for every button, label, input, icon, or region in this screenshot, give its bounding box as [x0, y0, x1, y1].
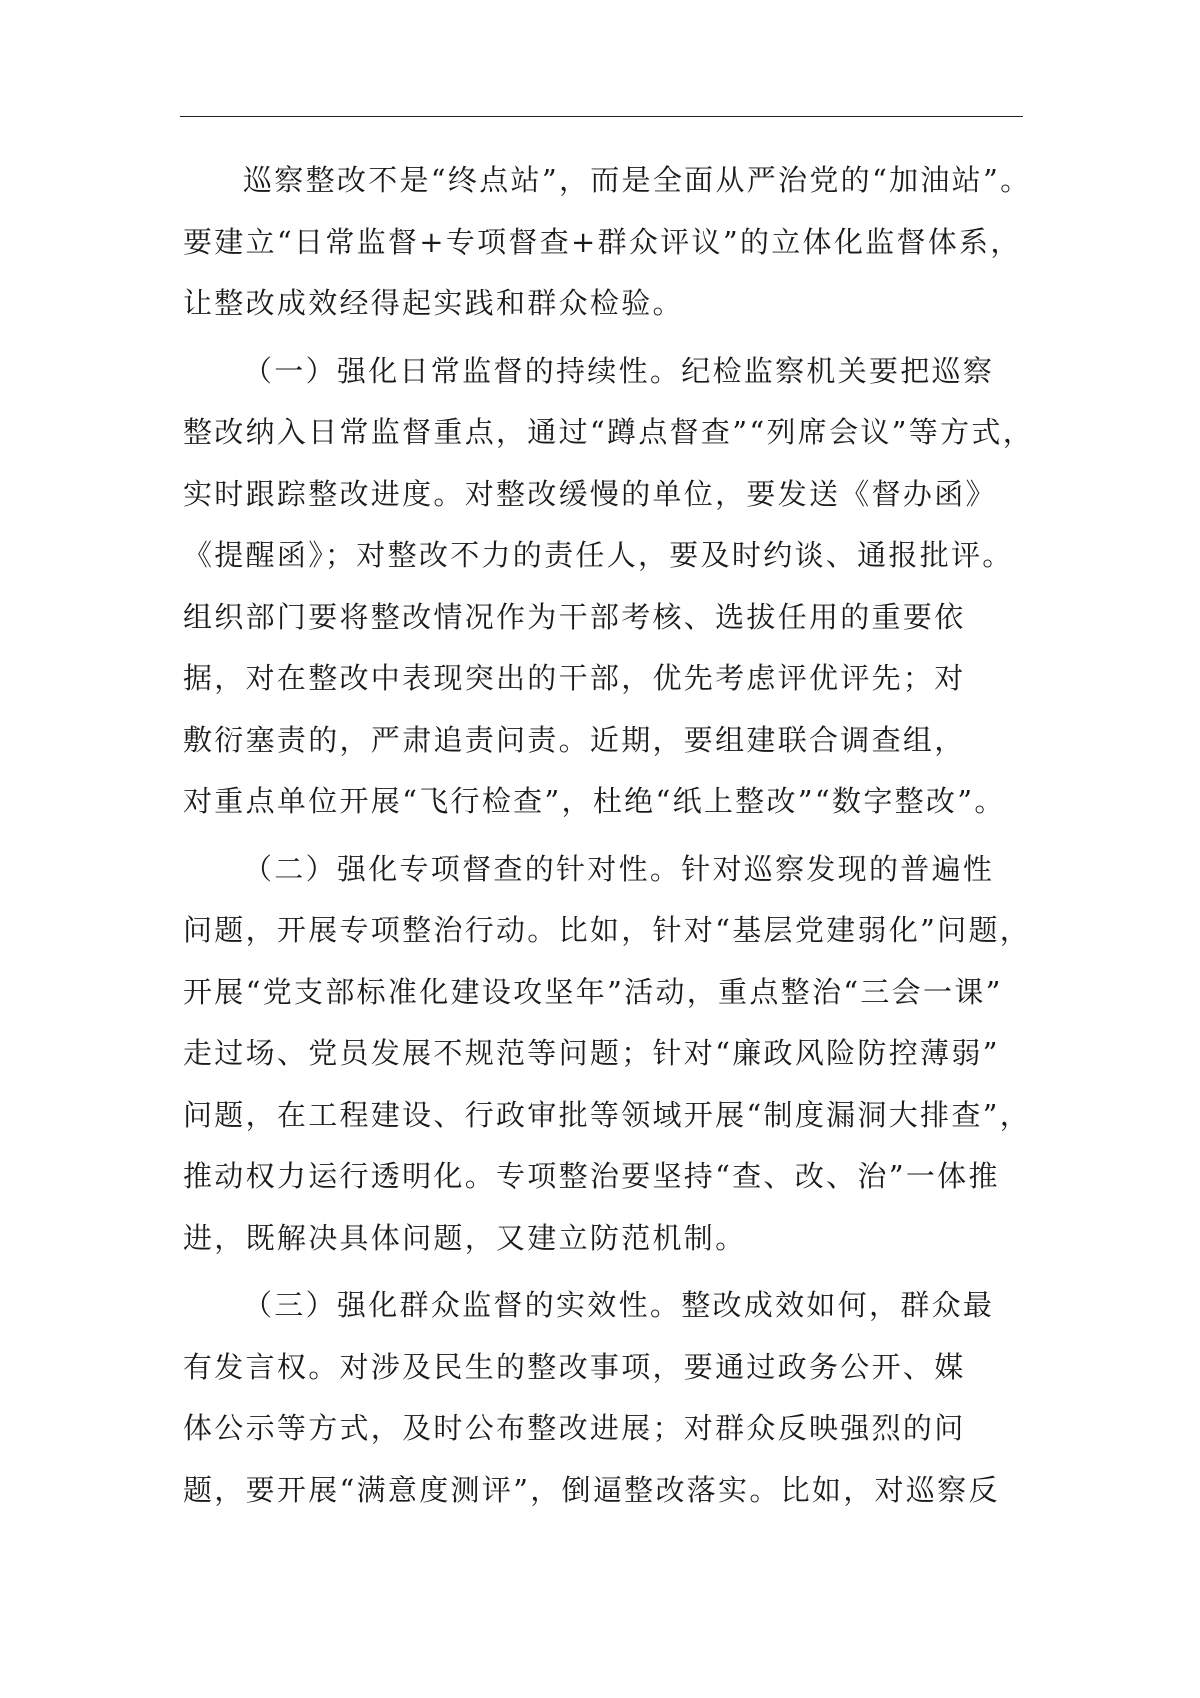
- text-line: 问题，在工程建设、行政审批等领域开展“制度漏洞大排查”，: [183, 1097, 1032, 1132]
- text-line: （一）强化日常监督的持续性。纪检监察机关要把巡察: [243, 353, 995, 388]
- text-line: 对重点单位开展“飞行检查”，杜绝“纸上整改”“数字整改”。: [183, 784, 1006, 818]
- text-line: 让整改成效经得起实践和群众检验。: [183, 286, 684, 320]
- text-line: 《提醒函》；对整改不力的责任人，要及时约谈、通报批评。: [183, 538, 1014, 572]
- text-line: 体公示等方式，及时公布整改进展；对群众反映强烈的问: [183, 1411, 966, 1445]
- text-line: 据，对在整改中表现突出的干部，优先考虑评优评先；对: [183, 661, 966, 695]
- text-line: 巡察整改不是“终点站”，而是全面从严治党的“加油站”。: [243, 163, 1032, 197]
- text-line: 走过场、党员发展不规范等问题；针对“廉政风险防控薄弱”: [183, 1036, 1000, 1070]
- text-line: 敷衍塞责的，严肃追责问责。近期，要组建联合调查组，: [183, 722, 966, 757]
- header-rule: [180, 116, 1023, 117]
- text-line: 组织部门要将整改情况作为干部考核、选拔任用的重要依: [183, 599, 966, 634]
- text-line: 问题，开展专项整治行动。比如，针对“基层党建弱化”问题，: [183, 913, 1032, 947]
- text-line: 开展“党支部标准化建设攻坚年”活动，重点整治“三会一课”: [183, 974, 1003, 1009]
- text-line: 实时跟踪整改进度。对整改缓慢的单位，要发送《督办函》: [183, 476, 997, 511]
- text-line: 进，既解决具体问题，又建立防范机制。: [183, 1220, 747, 1255]
- text-line: （二）强化专项督查的针对性。针对巡察发现的普遍性: [243, 851, 995, 886]
- body-text: [183, 150, 1043, 1521]
- text-line: 要建立“日常监督+专项督查+群众评议”的立体化监督体系，: [183, 224, 1022, 259]
- text-line: 题，要开展“满意度测评”，倒逼整改落实。比如，对巡察反: [183, 1472, 1000, 1507]
- text-line: 整改纳入日常监督重点，通过“蹲点督查”“列席会议”等方式，: [183, 415, 1035, 449]
- text-line: 推动权力运行透明化。专项整治要坚持“查、改、治”一体推: [183, 1159, 1000, 1193]
- text-line: 有发言权。对涉及民生的整改事项，要通过政务公开、媒: [183, 1349, 966, 1384]
- text-line: （三）强化群众监督的实效性。整改成效如何，群众最: [243, 1288, 995, 1322]
